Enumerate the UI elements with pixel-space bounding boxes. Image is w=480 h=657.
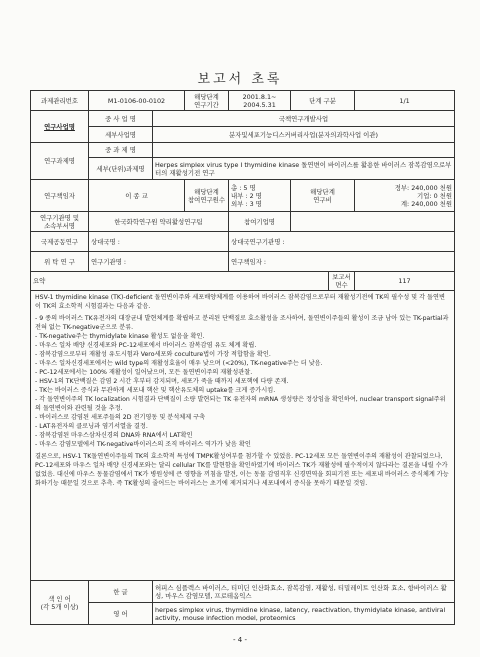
label-intl: 국제공동연구: [31, 232, 89, 252]
count-external: 외부 : 3 명: [231, 199, 262, 208]
researcher-name: 이 종 교: [89, 180, 185, 212]
keywords-ko: 허피스 심플렉스 바이러스, 티미딘 인산화효소, 잠복감염, 재활성, 티밀레이트 인산화 효소, 항바이러스 활성, 마우스 감염모델, 프로테옴익스: [153, 581, 455, 603]
summary-bullet: - 마우스 일차신경세포에서는 wild type의 재활성효율이 매우 낮으며 (<20%), TK-negative주는 더 낮음.: [35, 359, 323, 367]
label-company: 참여기업명: [229, 212, 291, 232]
label-keywords: 색 인 어 (각 5개 이상): [31, 581, 89, 625]
report-title: 보고서 초록: [197, 72, 283, 87]
label-keywords-ko: 한 글: [89, 581, 153, 603]
row-keywords-ko: [31, 581, 455, 603]
summary-bullet: - 9 종의 바이러스 TK유전자의 대장균내 발현체계를 확립하고 분리된 단백질로 효소활성을 조사하여, 돌연변이주들의 활성이 조금 남아 있는 TK-partial과 전혀 없는 TK-negative군으로 분류.: [35, 314, 449, 331]
page-number: - 4 -: [233, 636, 247, 644]
label-project-code: 과제관리번호: [31, 91, 89, 111]
summary-conclusion: 결론으로, HSV-1 TK돌연변이주들의 TK의 효소학적 특성에 TMPK활성여부를 첨가할 수 있었음. PC-12세포 모든 돌연변이주의 재활성이 관찰되었으나, PC-12세포와 마우스 일차 배양 신경세포와는 달리 cellular TK를 발현함을 확인하였기에 바이러스 TK가 재활성에 필수적이지 않다라는 결론을 내릴 수가 없었음. 대신에 마우스 동물감염에서 TK가 병원성에 큰 영향을 끼침을 발견, 이는 동물 감염직후 신경면역을 회피기전 또는 세포내 바이러스 증식체계 가능화하기능 때문일 것으로 추측. 즉 TK활성의 줄어드는 바이러스는 초기에 제거되거나 세포내에서 증식을 못하기 때문일 것임.: [35, 452, 449, 487]
summary-bullet: - 바이러스로 감염된 세포주들의 2D 전기영동 및 분석체제 구축: [35, 413, 206, 421]
label-sub-program: 세부사업명: [89, 127, 153, 143]
summary-bullet: - 잠복감염으로부터 재활성 유도시험과 Vero세포와 coculture법이 가장 적합함을 확인.: [35, 350, 271, 358]
row-program-sub: [31, 127, 455, 143]
intl-partner: 상대국명 :: [89, 232, 229, 252]
intl-partner-org: 상대국연구기관명 :: [229, 232, 455, 252]
keywords-en: herpes simplex virus, thymidine kinase, latency, reactivation, thymidylate kinase, antiviral activity, mouse infection model, proteomics: [153, 603, 455, 625]
label-org: 연구기관명 및 소속부서명: [31, 212, 89, 232]
mid-project: [153, 143, 455, 158]
label-summary: 요약: [31, 272, 329, 291]
summary-bullet: - PC-12세포에서는 100% 재활성이 일어났으며, 모든 돌연변이주의 재활성관찰.: [35, 368, 253, 376]
label-cost: 해당단계 연구비: [291, 180, 355, 212]
summary-bullet: - 잠복감염된 마우스삼차신경의 DNA와 RNA에서 LAT확인: [35, 431, 193, 439]
label-project: 연구과제명: [31, 143, 89, 180]
summary-bullet: - 마우스 감염모델에서 TK-negative바이러스의 조직 바이러스 역가가 낮음 확인: [35, 440, 251, 448]
label-researcher: 연구책임자: [31, 180, 89, 212]
sub-program: 분자및세포기능디스커버리사업(분자의과학사업 이관): [153, 127, 455, 143]
company-name: [291, 212, 455, 232]
cost-total: 계: 240,000 천원: [400, 199, 453, 208]
row-project-mid: [31, 143, 455, 158]
row-researcher: [31, 180, 455, 212]
stage: 1/1: [355, 91, 455, 111]
label-mid-program: 중 사 업 명: [89, 111, 153, 127]
row-outsource: [31, 252, 455, 272]
cost-company: 기업: 0 천원: [417, 191, 453, 200]
project-code: M1-0106-00-0102: [89, 91, 185, 111]
page-count: 117: [355, 272, 455, 291]
row-summary-header: [31, 272, 455, 291]
row-intl: [31, 232, 455, 252]
row-keywords-en: [31, 603, 455, 625]
summary-intro: HSV-1 thymidine kinase (TK)-deficient 돌연변이주와 세포배양체계를 이용하여 바이러스 잠복감염으로부터 재활성기전에 TK의 필수성 및 각 돌연변이 TK의 효소학적 시험결과는 다음과 같음.: [35, 294, 445, 310]
summary-bullet: - 마우스 일차 배양 신경세포와 PC-12세포에서 바이러스 잠복감염 유도 체계 확립.: [35, 341, 257, 349]
outsource-head: 연구책임자 :: [229, 252, 455, 272]
label-keywords-en: 영 어: [89, 603, 153, 625]
row-org: [31, 212, 455, 232]
summary-body: [31, 291, 455, 581]
cost-values: [355, 180, 455, 212]
label-program: 연구사업명: [31, 111, 89, 143]
label-outsource: 위 탁 연 구: [31, 252, 89, 272]
row-program-mid: [31, 111, 455, 127]
org-name: 한국화학연구원 약리활성연구팀: [89, 212, 229, 232]
label-stage: 단계 구분: [291, 91, 355, 111]
row-summary-body: [31, 291, 455, 581]
summary-bullet: - LAT유전자의 클로닝과 염기서열을 결정.: [35, 422, 148, 430]
label-sub-project: 세부(단위)과제명: [89, 158, 153, 180]
outsource-org: 연구기관명 :: [89, 252, 229, 272]
participant-counts: [229, 180, 291, 212]
cost-gov: 정부: 240,000 천원: [394, 183, 453, 192]
label-period: 해당단계 연구기간: [185, 91, 229, 111]
summary-bullet: - TK는 바이러스 증식과 무관하게 세포내 핵산 및 핵산유도체의 uptake를 크게 증가시킴.: [35, 386, 276, 394]
label-pages: 보고서 면수: [329, 272, 355, 291]
count-internal: 내부 : 2 명: [231, 191, 262, 200]
count-total: 총 : 5 명: [231, 183, 256, 192]
abstract-table: [30, 90, 455, 625]
sub-project: Herpes simplex virus type I thymidine kinase 돌연변이 바이러스를 활용한 바이러스 잠복감염으로부터의 재활성기전 연구: [153, 158, 455, 180]
summary-bullet: - HSV-1의 TK단백질은 감염 2 시간 후부터 감지되며, 세포가 죽을 때까지 세포핵에 다량 존재.: [35, 377, 289, 385]
period: 2001.8.1~ 2004.5.31: [229, 91, 291, 111]
summary-bullet-list: [35, 315, 450, 450]
summary-bullet: - TK-negative주는 thymidylate kinase 활성도 없음을 확인.: [35, 332, 205, 340]
label-mid-project: 중 과 제 명: [89, 143, 153, 158]
summary-bullet: - 각 돌연변이주의 TK localization 시험결과 단백질이 소량 발현되는 TK 유전자의 mRNA 생성량은 정상임을 확인하여, nuclear transport signal주위의 돌연변이와 관련될 것을 추정.: [35, 395, 446, 412]
mid-program: 국책연구개발사업: [153, 111, 455, 127]
row-project-sub: [31, 158, 455, 180]
label-participants: 해당단계 참여연구원수: [185, 180, 229, 212]
row-code: [31, 91, 455, 111]
